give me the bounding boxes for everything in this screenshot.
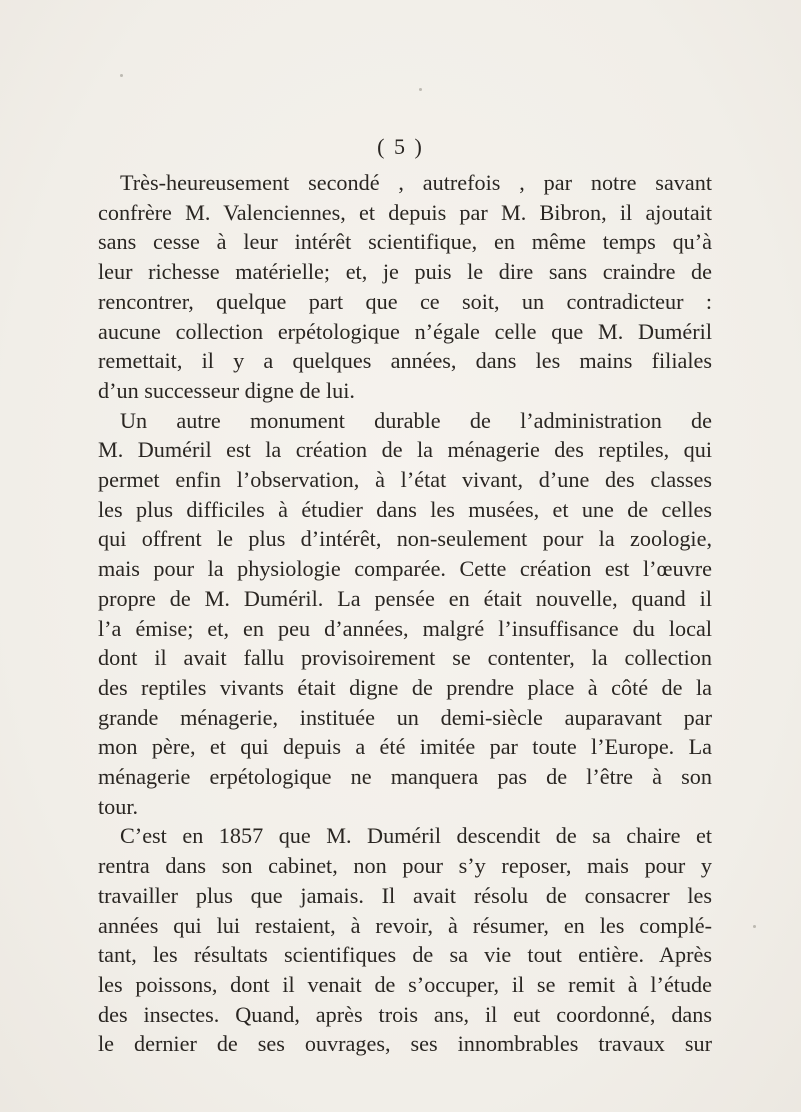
text-line: tour. bbox=[98, 793, 139, 819]
text-line: C’est en 1857 que M. Duméril descendit de sa chaire et bbox=[120, 823, 712, 849]
paragraph-2 bbox=[98, 406, 712, 822]
text-line: Très-heureusement secondé , autrefois , par notre savant bbox=[120, 170, 712, 195]
page-number: ( 5 ) bbox=[377, 134, 424, 159]
text-line: qui offrent le plus d’intérêt, non-seulement pour la zoologie, bbox=[98, 526, 712, 552]
text-line: d’un successeur digne de lui. bbox=[98, 377, 355, 403]
paper-speck bbox=[419, 88, 422, 91]
text-line: leur richesse matérielle; et, je puis le dire sans craindre de bbox=[98, 259, 712, 285]
paragraph-3 bbox=[98, 821, 712, 1059]
text-line: ménagerie erpétologique ne manquera pas de l’être à son bbox=[98, 764, 712, 790]
text-line: mon père, et qui depuis a été imitée par toute l’Europe. La bbox=[98, 734, 712, 760]
text-line: les poissons, dont il venait de s’occuper, il se remit à l’étude bbox=[98, 971, 712, 997]
text-line: M. Duméril est la création de la ménagerie des reptiles, qui bbox=[98, 437, 712, 463]
text-line: confrère M. Valenciennes, et depuis par M. Bibron, il ajoutait bbox=[98, 199, 712, 225]
text-line: le dernier de ses ouvrages, ses innombrables travaux sur bbox=[98, 1031, 712, 1057]
text-line: Un autre monument durable de l’administration de bbox=[120, 407, 712, 433]
text-line: aucune collection erpétologique n’égale celle que M. Duméril bbox=[98, 318, 712, 344]
text-line: grande ménagerie, instituée un demi-siècle auparavant par bbox=[98, 704, 712, 730]
text-line: remettait, il y a quelques années, dans les mains filiales bbox=[98, 348, 712, 374]
text-line: travailler plus que jamais. Il avait résolu de consacrer les bbox=[98, 882, 712, 908]
text-line: tant, les résultats scientifiques de sa vie tout entière. Après bbox=[98, 942, 712, 968]
text-line: rencontrer, quelque part que ce soit, un contradicteur : bbox=[98, 288, 712, 314]
paper-speck bbox=[753, 925, 756, 928]
text-line: sans cesse à leur intérêt scientifique, en même temps qu’à bbox=[98, 229, 712, 255]
text-line: les plus difficiles à étudier dans les musées, et une de celles bbox=[98, 496, 712, 522]
text-line: des insectes. Quand, après trois ans, il eut coordonné, dans bbox=[98, 1001, 712, 1027]
paper-speck bbox=[120, 74, 123, 77]
text-line: permet enfin l’observation, à l’état vivant, d’une des classes bbox=[98, 467, 712, 493]
text-line: propre de M. Duméril. La pensée en était nouvelle, quand il bbox=[98, 585, 712, 611]
text-line: dont il avait fallu provisoirement se contenter, la collection bbox=[98, 645, 712, 671]
text-line: mais pour la physiologie comparée. Cette création est l’œuvre bbox=[98, 556, 712, 582]
text-line: rentra dans son cabinet, non pour s’y reposer, mais pour y bbox=[98, 853, 712, 879]
text-line: des reptiles vivants était digne de prendre place à côté de la bbox=[98, 674, 712, 700]
paragraph-1 bbox=[98, 168, 712, 406]
text-line: l’a émise; et, en peu d’années, malgré l’insuffisance du local bbox=[98, 615, 712, 641]
body-text bbox=[98, 168, 712, 1059]
text-line: années qui lui restaient, à revoir, à résumer, en les complé- bbox=[98, 912, 712, 938]
